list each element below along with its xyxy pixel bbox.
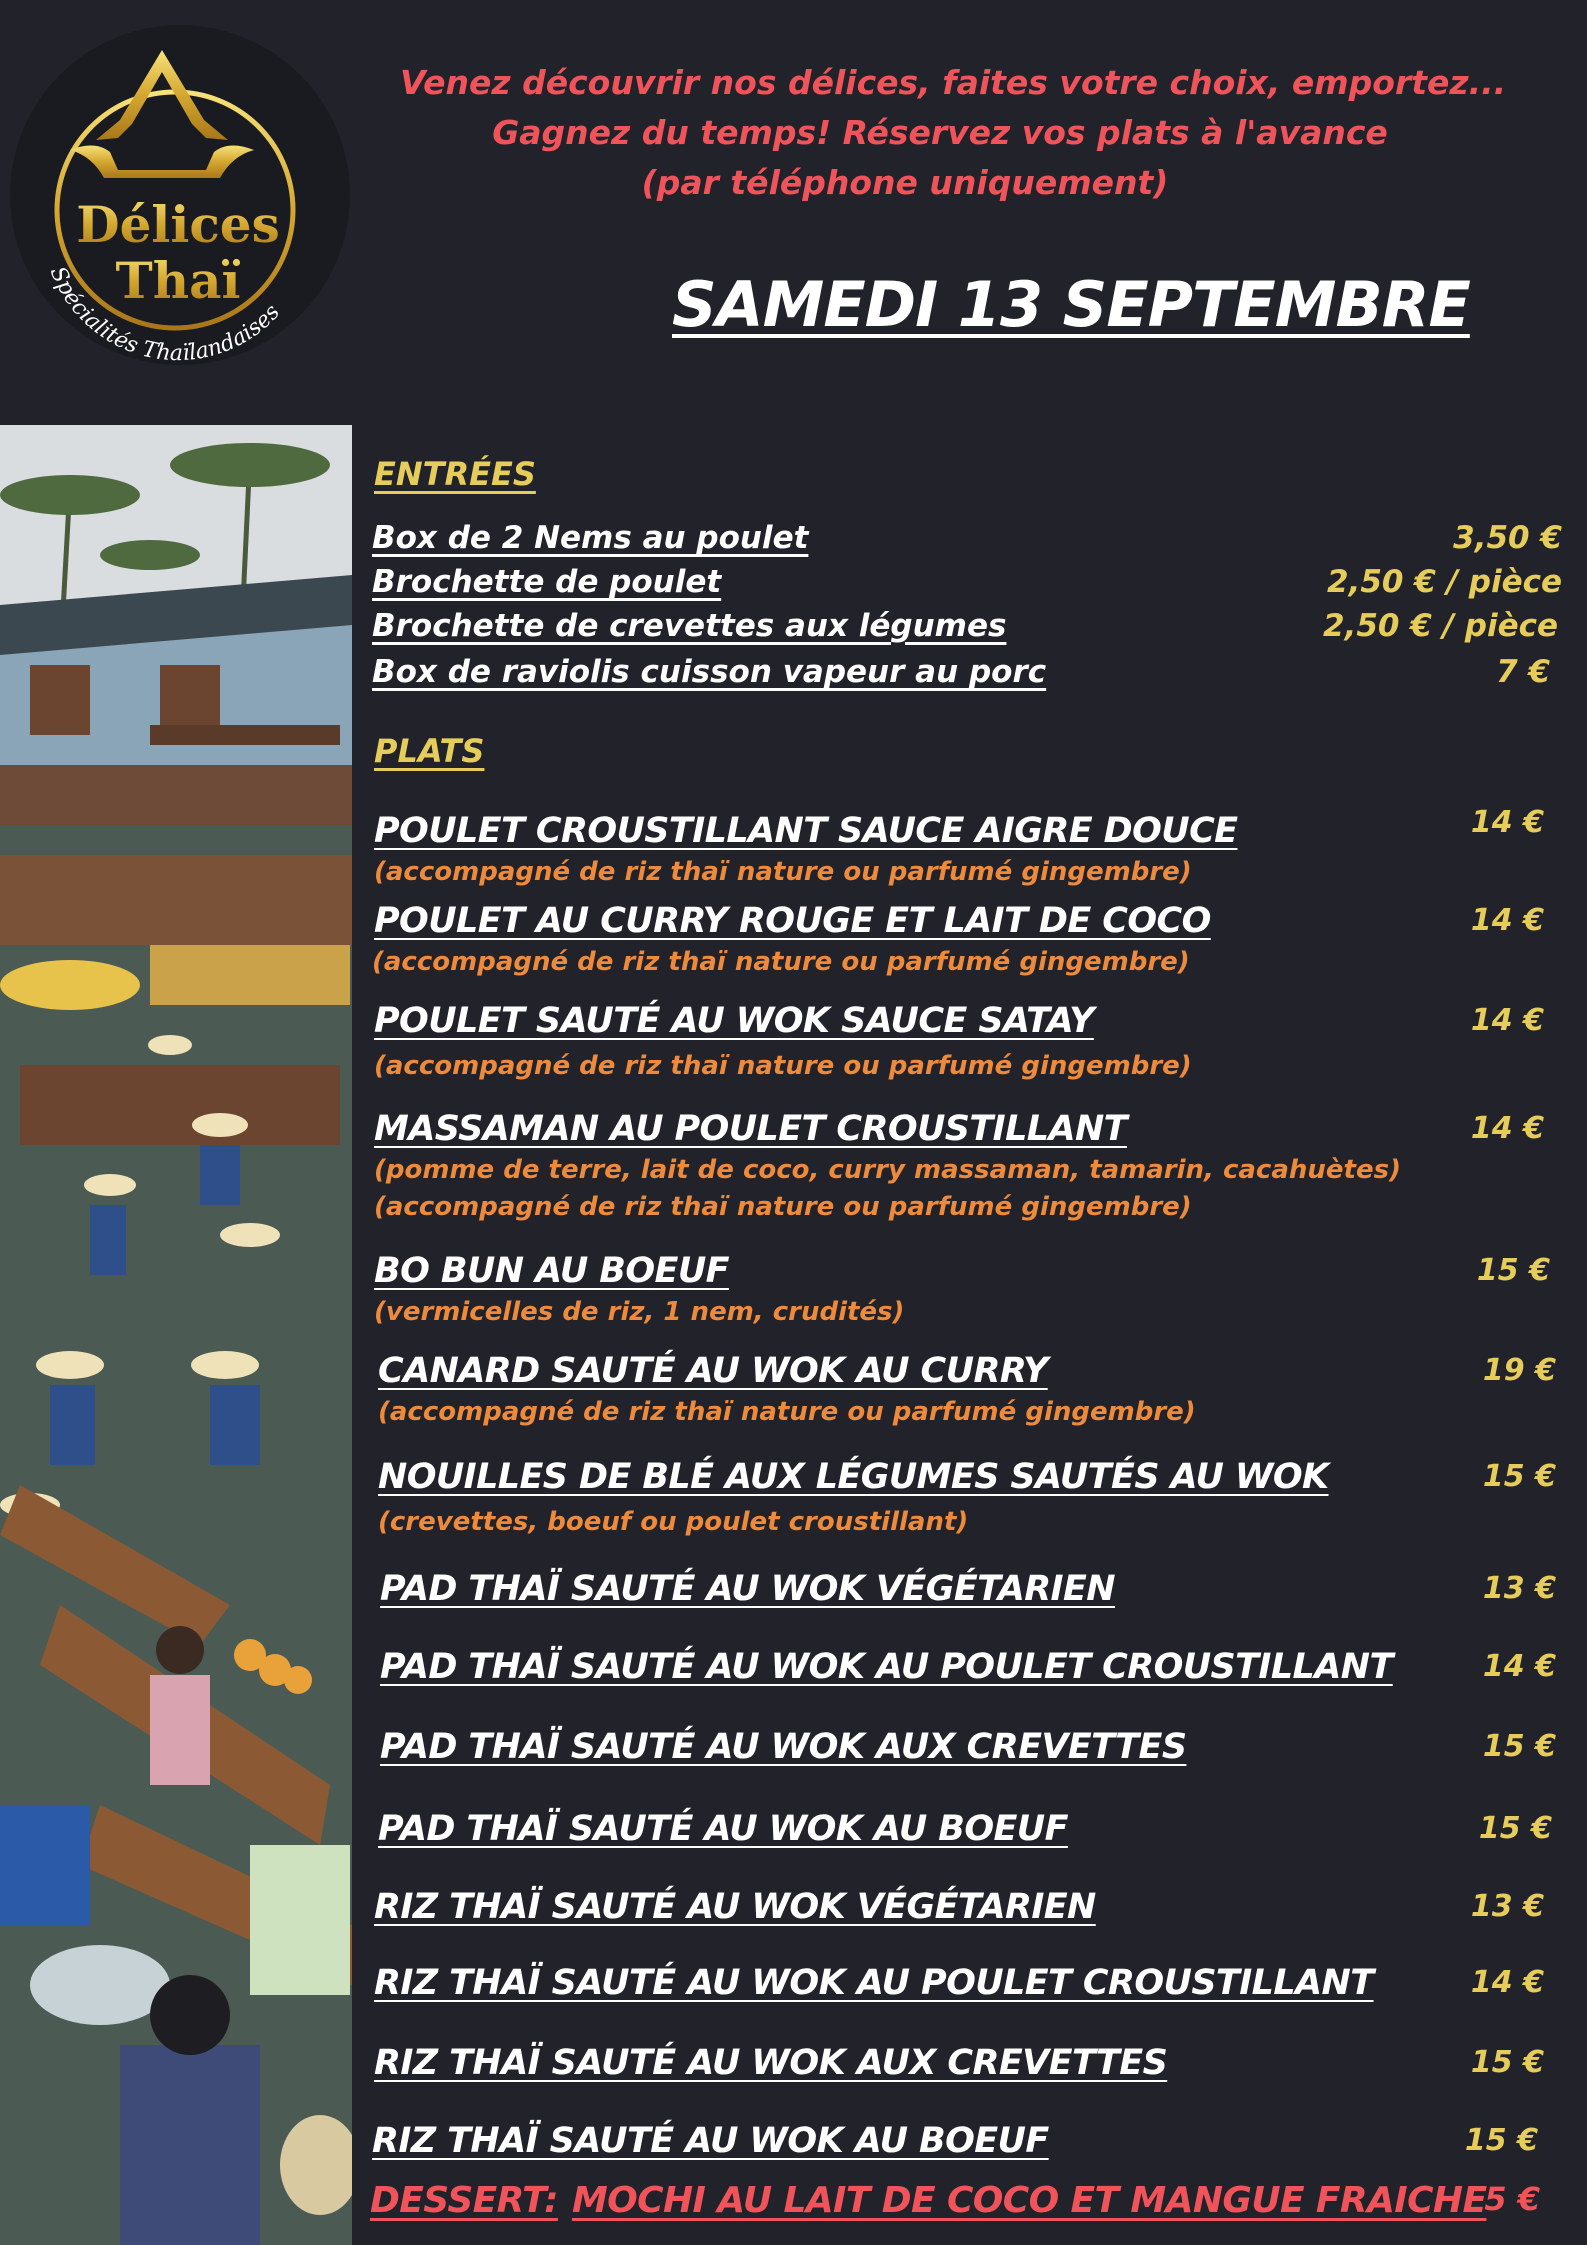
dish-item	[374, 898, 1544, 981]
dish-item	[378, 1348, 1556, 1431]
dish-price: 14 €	[1470, 903, 1544, 938]
section-plats-title: PLATS	[374, 732, 485, 770]
dish-note: (accompagné de riz thaï nature ou parfumé gingembre)	[374, 1051, 1192, 1081]
logo-emblem	[0, 20, 360, 380]
dish-name: NOUILLES DE BLÉ AUX LÉGUMES SAUTÉS AU WOK	[378, 1457, 1329, 1497]
dish-price: 13 €	[1470, 1889, 1544, 1924]
entree-item	[372, 608, 1562, 650]
dish-item	[374, 2040, 1544, 2086]
entree-price: 2,50 € / pièce	[1323, 608, 1558, 644]
entree-item	[372, 564, 1562, 606]
dish-name: PAD THAÏ SAUTÉ AU WOK AU POULET CROUSTILLANT	[380, 1647, 1393, 1687]
dish-name: PAD THAÏ SAUTÉ AU WOK AUX CREVETTES	[380, 1727, 1187, 1767]
dish-name: POULET CROUSTILLANT SAUCE AIGRE DOUCE	[374, 811, 1238, 851]
dish-name: RIZ THAÏ SAUTÉ AU WOK VÉGÉTARIEN	[374, 1887, 1096, 1927]
entree-price: 7 €	[1496, 654, 1550, 690]
dessert-name: MOCHI AU LAIT DE COCO ET MANGUE FRAICHE	[571, 2180, 1487, 2221]
dish-price: 14 €	[1482, 1649, 1556, 1684]
dish-name: POULET SAUTÉ AU WOK SAUCE SATAY	[374, 1001, 1094, 1041]
dish-price: 14 €	[1470, 1111, 1544, 1146]
dish-price: 13 €	[1482, 1571, 1556, 1606]
dish-name: RIZ THAÏ SAUTÉ AU WOK AU POULET CROUSTILLANT	[374, 1963, 1374, 2003]
dish-name: PAD THAÏ SAUTÉ AU WOK AU BOEUF	[378, 1809, 1068, 1849]
dish-price: 15 €	[1470, 2045, 1544, 2080]
dish-note: (accompagné de riz thaï nature ou parfumé gingembre)	[372, 947, 1190, 977]
dish-note: (accompagné de riz thaï nature ou parfumé gingembre)	[374, 857, 1192, 887]
dish-name: RIZ THAÏ SAUTÉ AU WOK AUX CREVETTES	[374, 2043, 1168, 2083]
dessert-price: 5 €	[1484, 2180, 1540, 2218]
dish-price: 15 €	[1478, 1811, 1552, 1846]
entree-price: 2,50 € / pièce	[1327, 564, 1562, 600]
dish-item	[374, 1248, 1550, 1331]
dish-price: 15 €	[1482, 1729, 1556, 1764]
dish-price: 15 €	[1476, 1253, 1550, 1288]
dish-name: RIZ THAÏ SAUTÉ AU WOK AU BOEUF	[372, 2121, 1049, 2161]
logo-line2: Thaï	[115, 251, 241, 310]
entree-item	[372, 520, 1562, 562]
dish-item	[374, 1884, 1544, 1930]
restaurant-logo	[0, 20, 360, 380]
dish-item	[374, 1106, 1544, 1226]
dish-price: 14 €	[1470, 805, 1544, 840]
dish-name: POULET AU CURRY ROUGE ET LAIT DE COCO	[374, 901, 1211, 941]
dish-price: 15 €	[1482, 1459, 1556, 1494]
dish-item	[380, 1644, 1556, 1690]
dessert-label: DESSERT:	[370, 2180, 558, 2221]
dish-item	[380, 1724, 1556, 1770]
dish-price: 14 €	[1470, 1003, 1544, 1038]
section-entrees-title: ENTRÉES	[374, 455, 536, 493]
dish-note: (accompagné de riz thaï nature ou parfumé gingembre)	[378, 1397, 1196, 1427]
entree-name: Box de 2 Nems au poulet	[372, 520, 809, 556]
floating-market-photo	[0, 425, 352, 2245]
dish-price: 15 €	[1464, 2123, 1538, 2158]
entree-name: Brochette de crevettes aux légumes	[372, 608, 1007, 644]
dish-price: 19 €	[1482, 1353, 1556, 1388]
promo-line: Venez découvrir nos délices, faites votre choix, emportez...	[400, 63, 1507, 102]
entree-item	[372, 654, 1562, 696]
dish-note: (pomme de terre, lait de coco, curry massaman, tamarin, cacahuètes)	[374, 1155, 1401, 1185]
dish-item	[374, 805, 1544, 891]
dish-name: CANARD SAUTÉ AU WOK AU CURRY	[378, 1351, 1048, 1391]
dish-note: (vermicelles de riz, 1 nem, crudités)	[374, 1297, 905, 1327]
dish-item	[380, 1566, 1556, 1612]
promo-line: Gagnez du temps! Réservez vos plats à l'avance	[492, 113, 1388, 152]
menu-date: SAMEDI 13 SEPTEMBRE	[672, 268, 1470, 341]
promo-line: (par téléphone uniquement)	[641, 163, 1169, 202]
logo-tagline: Spécialités Thaïlandaises	[44, 263, 285, 367]
dish-name: MASSAMAN AU POULET CROUSTILLANT	[374, 1109, 1127, 1149]
dish-item	[378, 1454, 1556, 1541]
entree-name: Brochette de poulet	[372, 564, 722, 600]
dessert-item	[370, 2180, 1540, 2221]
entree-price: 3,50 €	[1453, 520, 1562, 556]
dish-note: (crevettes, boeuf ou poulet croustillant)	[378, 1507, 969, 1537]
dish-name: PAD THAÏ SAUTÉ AU WOK VÉGÉTARIEN	[380, 1569, 1115, 1609]
dish-note: (accompagné de riz thaï nature ou parfumé gingembre)	[374, 1192, 1192, 1222]
dish-item	[374, 1960, 1544, 2006]
dish-name: BO BUN AU BOEUF	[374, 1251, 729, 1291]
dish-item	[372, 2118, 1542, 2164]
dish-price: 14 €	[1470, 1965, 1544, 2000]
entree-name: Box de raviolis cuisson vapeur au porc	[372, 654, 1047, 690]
dish-item	[378, 1806, 1552, 1852]
dish-item	[374, 998, 1544, 1085]
logo-line1: Délices	[76, 195, 280, 254]
promo-text	[400, 58, 1507, 208]
